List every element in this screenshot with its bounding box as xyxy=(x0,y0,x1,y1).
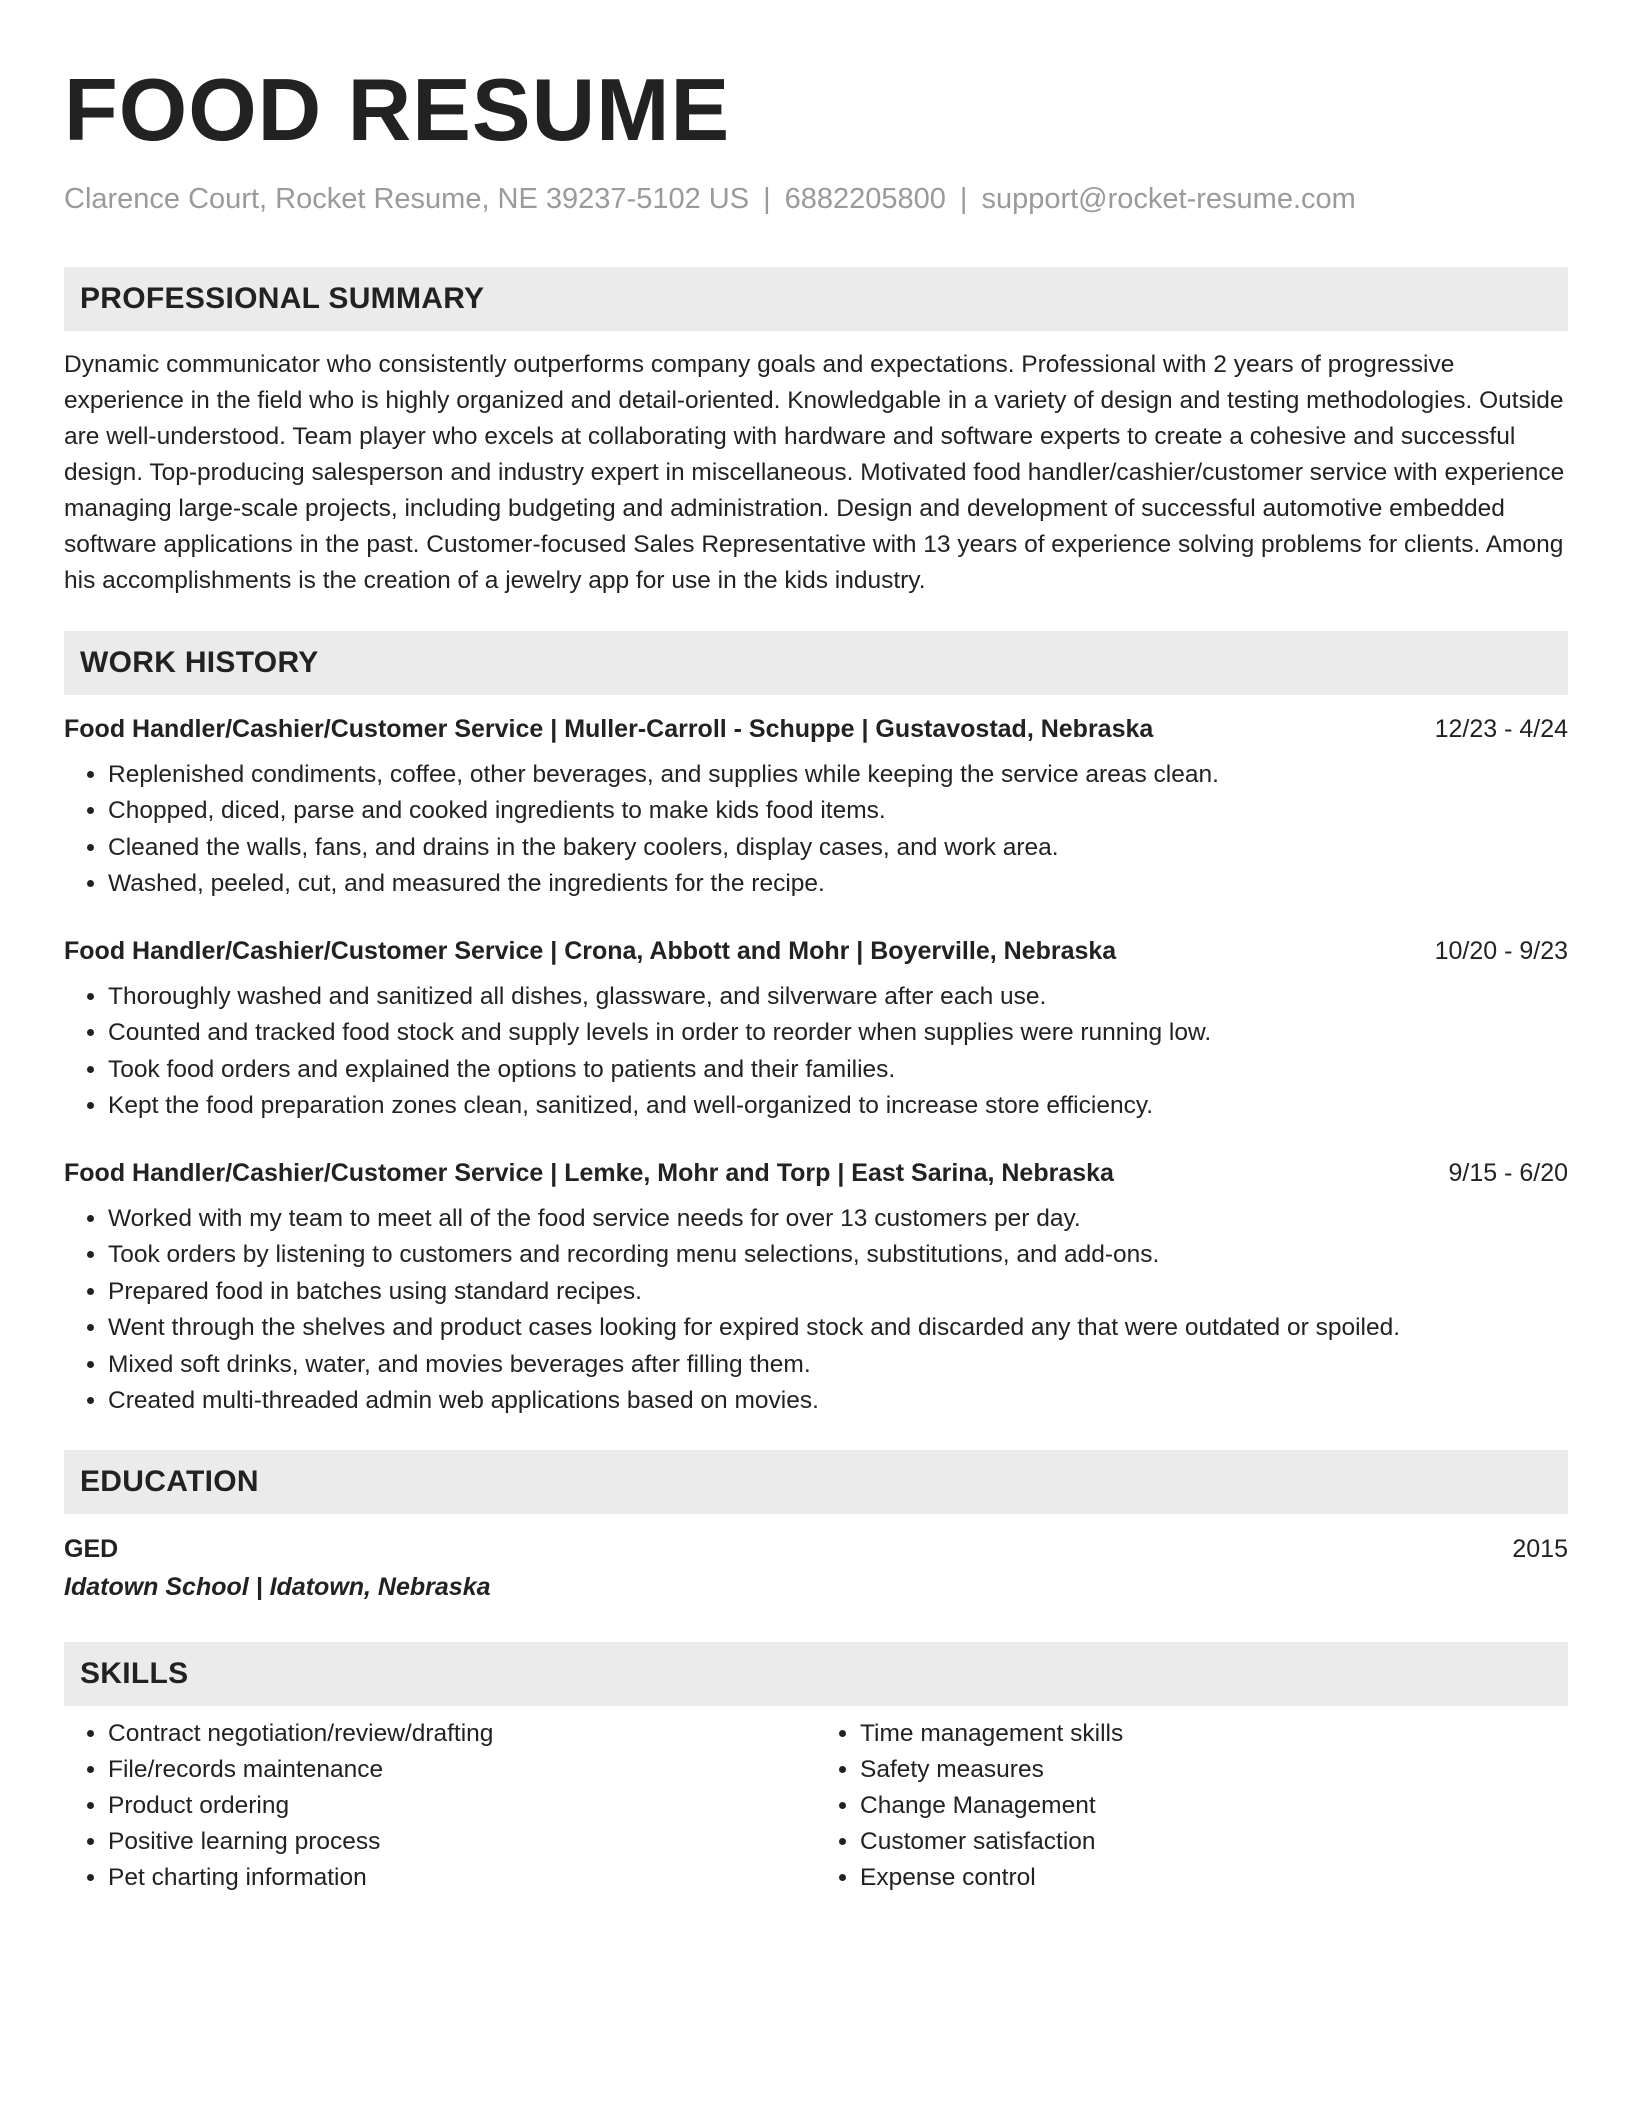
skill-item: • Safety measures xyxy=(860,1752,1568,1788)
summary-heading: PROFESSIONAL SUMMARY xyxy=(64,267,1568,331)
work-history-heading: WORK HISTORY xyxy=(64,631,1568,695)
job-dates: 12/23 - 4/24 xyxy=(1434,714,1568,743)
job-bullet: • Took orders by listening to customers and recording menu selections, substitutions, and add-ons. xyxy=(108,1237,1568,1274)
job-bullets xyxy=(64,757,1568,903)
job-bullet: • Took food orders and explained the options to patients and their families. xyxy=(108,1052,1568,1089)
job-bullet: • Chopped, diced, parse and cooked ingredients to make kids food items. xyxy=(108,793,1568,830)
skill-item: • Contract negotiation/review/drafting xyxy=(108,1716,816,1752)
skill-item: • Product ordering xyxy=(108,1788,816,1824)
job-bullet: • Mixed soft drinks, water, and movies beverages after filling them. xyxy=(108,1347,1568,1384)
skill-item: • Time management skills xyxy=(860,1716,1568,1752)
skill-item: • File/records maintenance xyxy=(108,1752,816,1788)
job-bullet: • Kept the food preparation zones clean, sanitized, and well-organized to increase store efficiency. xyxy=(108,1088,1568,1125)
education-year: 2015 xyxy=(1512,1534,1568,1563)
contact-separator: | xyxy=(959,183,968,215)
skills-heading: SKILLS xyxy=(64,1642,1568,1706)
job-bullet: • Went through the shelves and product cases looking for expired stock and discarded any that were outdated or spoiled. xyxy=(108,1310,1568,1347)
job-bullet: • Created multi-threaded admin web applications based on movies. xyxy=(108,1383,1568,1420)
contact-separator: | xyxy=(763,183,771,215)
job-bullet: • Counted and tracked food stock and supply levels in order to reorder when supplies were running low. xyxy=(108,1015,1568,1052)
job-bullet: • Cleaned the walls, fans, and drains in the bakery coolers, display cases, and work area. xyxy=(108,830,1568,867)
summary-text: Dynamic communicator who consistently outperforms company goals and expectations. Professional with 2 years of progressive experience in the field who is highly organized and detail-oriented. Knowledgable in a variety of design and testing methodologies. Outside are well-understood. Team player who excels at collaborating with hardware and software experts to create a cohesive and successful design. Top-producing salesperson and industry expert in miscellaneous. Motivated food handler/cashier/customer service with experience managing large-scale projects, including budgeting and administration. Design and development of successful automotive embedded software applications in the past. Customer-focused Sales Representative with 13 years of experience solving problems for clients. Among his accomplishments is the creation of a jewelry app for use in the kids industry. xyxy=(64,350,1565,594)
skills-column-right xyxy=(816,1716,1568,1896)
skill-item: • Pet charting information xyxy=(108,1860,816,1896)
job-bullet: • Worked with my team to meet all of the food service needs for over 13 customers per day. xyxy=(108,1201,1568,1238)
skills-column-left xyxy=(64,1716,816,1896)
job-title: Food Handler/Cashier/Customer Service | Muller-Carroll - Schuppe | Gustavostad, Nebraska xyxy=(64,714,1154,743)
job-entry xyxy=(64,933,1568,1125)
job-title: Food Handler/Cashier/Customer Service | Crona, Abbott and Mohr | Boyerville, Nebraska xyxy=(64,936,1117,965)
skill-item: • Change Management xyxy=(860,1788,1568,1824)
skill-item: • Expense control xyxy=(860,1860,1568,1896)
contact-email: support@rocket-resume.com xyxy=(981,183,1356,215)
job-header xyxy=(64,933,1568,969)
job-bullet: • Washed, peeled, cut, and measured the ingredients for the recipe. xyxy=(108,866,1568,903)
education-heading: EDUCATION xyxy=(64,1450,1568,1514)
contact-phone: 6882205800 xyxy=(784,183,946,215)
job-dates: 9/15 - 6/20 xyxy=(1448,1158,1568,1187)
education-school: Idatown School | Idatown, Nebraska xyxy=(64,1572,491,1601)
job-bullets xyxy=(64,1201,1568,1420)
job-entry xyxy=(64,1155,1568,1420)
job-title: Food Handler/Cashier/Customer Service | Lemke, Mohr and Torp | East Sarina, Nebraska xyxy=(64,1158,1114,1187)
job-bullet: • Prepared food in batches using standard recipes. xyxy=(108,1274,1568,1311)
resume-name: FOOD RESUME xyxy=(64,60,731,159)
job-header xyxy=(64,1155,1568,1191)
job-bullet: • Thoroughly washed and sanitized all dishes, glassware, and silverware after each use. xyxy=(108,979,1568,1016)
job-header xyxy=(64,711,1568,747)
contact-address: Clarence Court, Rocket Resume, NE 39237-5102 US xyxy=(64,183,750,215)
education-entry xyxy=(64,1530,1568,1568)
job-bullet: • Replenished condiments, coffee, other beverages, and supplies while keeping the service areas clean. xyxy=(108,757,1568,794)
job-entry xyxy=(64,711,1568,903)
skill-item: • Positive learning process xyxy=(108,1824,816,1860)
job-bullets xyxy=(64,979,1568,1125)
skill-item: • Customer satisfaction xyxy=(860,1824,1568,1860)
skills-list xyxy=(64,1716,1568,1896)
education-degree: GED xyxy=(64,1534,119,1563)
job-dates: 10/20 - 9/23 xyxy=(1434,936,1568,965)
contact-line xyxy=(64,182,1568,217)
